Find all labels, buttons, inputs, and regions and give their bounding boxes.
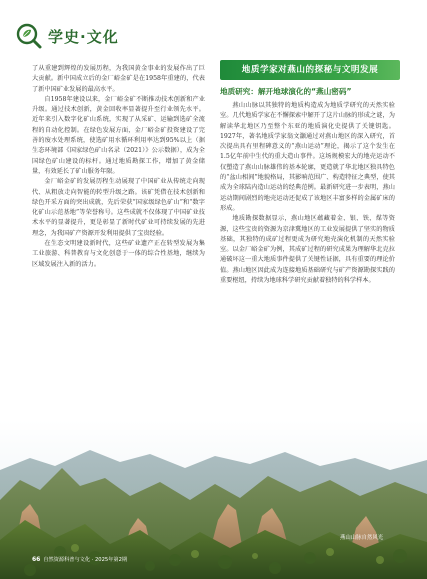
page-number: 66 [32,556,41,563]
page-footer [32,556,127,563]
section-title: 学史·文化 [48,27,119,46]
paragraph: 在生态文明建设新时代，这些矿业遗产正在转型发展为集工业旅游、科普教育与文化创意于一体的综合性基地，继续为区域发展注入新的活力。 [32,240,205,268]
paragraph: 自1958年建设以来，金厂峪金矿不断推动技术创新和产业升级。通过技术创新，黄金回收率显著提升至行业领先水平。近年来引入数字化矿山系统，实现了从采矿、运输到选矿全流程的自动化控制。在绿色发展方面，金厂峪金矿投资建设了完善的废水处理系统，使选矿用水循环利用率达到95%以上（据生态环境部《国家绿色矿山名录（2021）》公示数据），成为全国绿色矿山建设的标杆。通过地质勘探工作，增加了黄金储量，有效延长了矿山服务年限。 [32,95,205,175]
section-header [14,20,119,52]
paragraph: 了从重建到辉煌的发展历程，为我国黄金事业的发展作出了巨大贡献。新中国成立后的金厂峪金矿是在1958年重建的，代表了新中国矿业发展的最高水平。 [32,65,205,93]
paragraph: 燕山山脉以其独特的地质构造成为地质学研究的天然实验室。几代地质学家在不懈探索中解开了这片山脉的形成之谜，为解读华北地区乃至整个东亚的地质演化史提供了关键钥匙。1927年，著名地质学家翁文灏通过对燕山地区的深入研究，首次提出具有里程碑意义的“燕山运动”理论，揭示了这个发生在1.5亿年前中生代的重大造山事件。这场规模宏大的地壳运动不仅塑造了燕山山脉雄伟的基本轮廓，更造就了华北地区独具特色的“盆山相间”地貌格局，其影响范围广、构造特征之典型，使其成为全球陆内造山运动的经典范例。最新研究进一步表明，燕山运动期间剧烈的地壳运动还促成了该地区丰富多样的金属矿床的形成。 [220,102,395,212]
left-column [32,64,205,270]
magnifier-leaf-icon [14,21,44,51]
article-subheading: 地质研究：解开地球演化的“燕山密码” [220,87,352,96]
image-caption: 燕山山脉自然风光 [340,535,384,541]
paragraph: 地质勘探数据显示，燕山地区蕴藏着金、银、铁、煤等资源，这些宝贵的资源为京津冀地区的工业发展提供了坚实的物质基础，其独特的成矿过程更成为研究地壳演化机制的天然实验室。以金厂峪金矿为例，其成矿过程的研究成果为理解华北克拉通破坏这一重大地质事件提供了关键性证据，具有重要的理论价值。燕山地区因此成为连接地质基础研究与矿产资源勘探实践的重要枢纽，持续为地球科学研究贡献着独特的科学样本。 [220,215,395,285]
paragraph: 金厂峪金矿的发展历程生动展现了中国矿业从传统走向现代、从粗放走向智能的转型升级之路。该矿凭借在技术创新和绿色开采方面的突出成就，先后荣获“国家级绿色矿山”和“数字化矿山示范基地”等荣誉称号。这些成就不仅体现了中国矿业技术水平的显著提升，更是彰显了新时代矿业可持续发展的先进理念，为我国矿产资源开发利用提供了宝贵经验。 [32,178,205,237]
article-section-heading [220,60,400,80]
publication-info: 自然资源科普与文化 · 2025年第2期 [43,557,128,563]
right-column [220,101,395,286]
article-section-title: 地质学家对燕山的探秘与文明发展 [241,65,379,75]
